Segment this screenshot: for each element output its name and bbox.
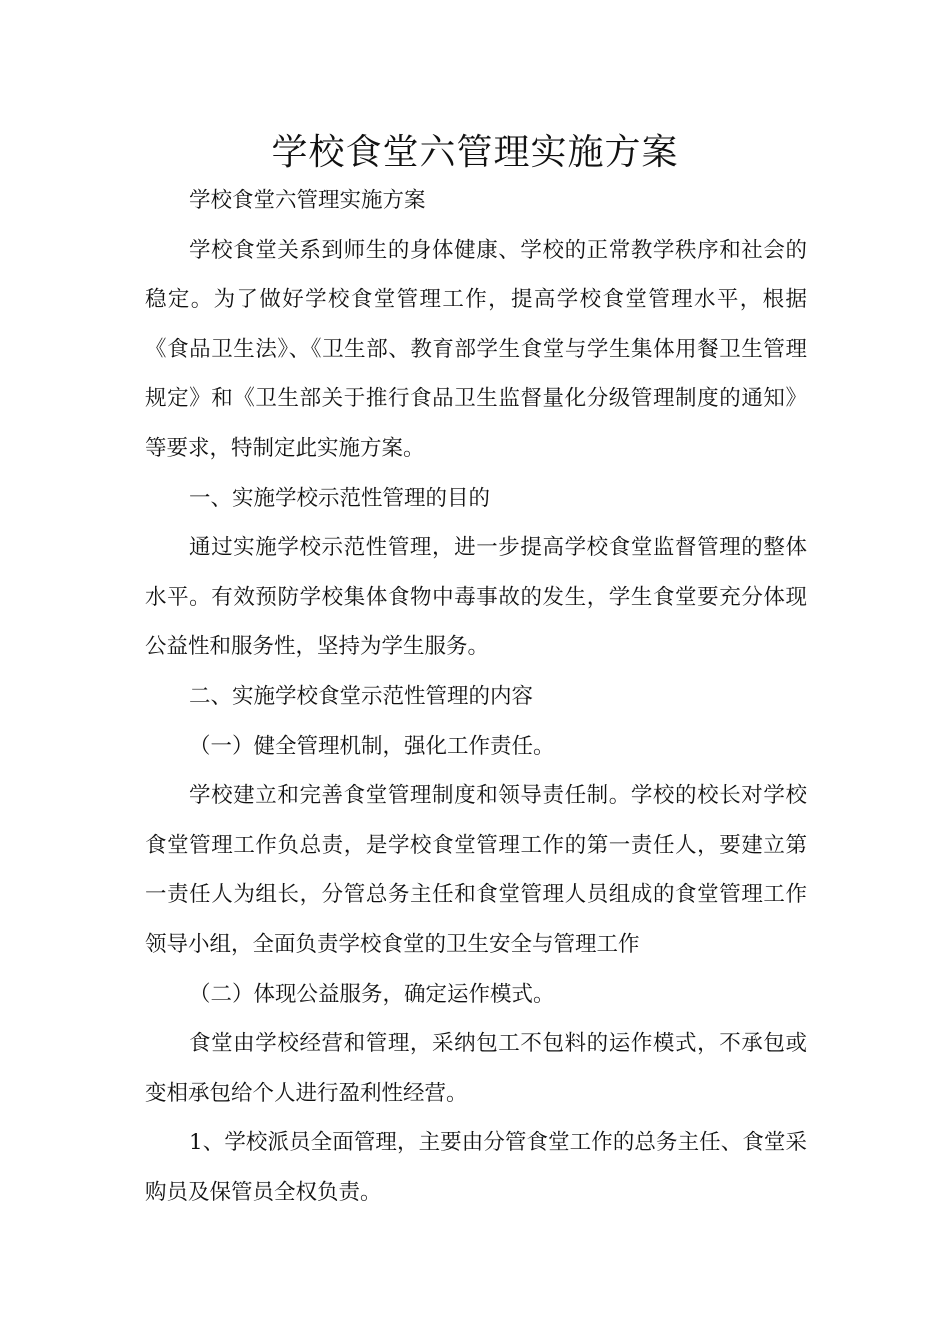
document-title: 学校食堂六管理实施方案 bbox=[271, 132, 679, 173]
section-heading-content: 二、实施学校食堂示范性管理的内容 bbox=[189, 683, 534, 709]
subheading-mechanism: （一）健全管理机制，强化工作责任。 bbox=[189, 733, 555, 759]
paragraph-operation-mode: 食堂由学校经营和管理，采纳包工不包料的运作模式，不承包或变相承包给个人进行盈利性经营。 bbox=[145, 1031, 807, 1106]
subheading-operation-mode: （二）体现公益服务，确定运作模式。 bbox=[189, 981, 555, 1007]
paragraph-intro: 学校食堂关系到师生的身体健康、学校的正常教学秩序和社会的稳定。为了做好学校食堂管理工作，提高学校食堂管理水平，根据《食品卫生法》、《卫生部、教育部学生食堂与学生集体用餐卫生管理规定》和《卫生部关于推行食品卫生监督量化分级管理制度的通知》等要求，特制定此实施方案。 bbox=[145, 237, 807, 461]
list-item-1: 1、学校派员全面管理，主要由分管食堂工作的总务主任、食堂采购员及保管员全权负责。 bbox=[145, 1130, 807, 1205]
paragraph-purpose: 通过实施学校示范性管理，进一步提高学校食堂监督管理的整体水平。有效预防学校集体食物中毒事故的发生，学生食堂要充分体现公益性和服务性，坚持为学生服务。 bbox=[145, 535, 807, 660]
paragraph-subtitle: 学校食堂六管理实施方案 bbox=[189, 188, 426, 213]
document-body bbox=[145, 176, 807, 1217]
paragraph-mechanism: 学校建立和完善食堂管理制度和领导责任制。学校的校长对学校食堂管理工作负总责，是学校食堂管理工作的第一责任人，要建立第一责任人为组长，分管总务主任和食堂管理人员组成的食堂管理工作领导小组，全面负责学校食堂的卫生安全与管理工作 bbox=[145, 783, 807, 957]
section-heading-purpose: 一、实施学校示范性管理的目的 bbox=[189, 485, 491, 511]
